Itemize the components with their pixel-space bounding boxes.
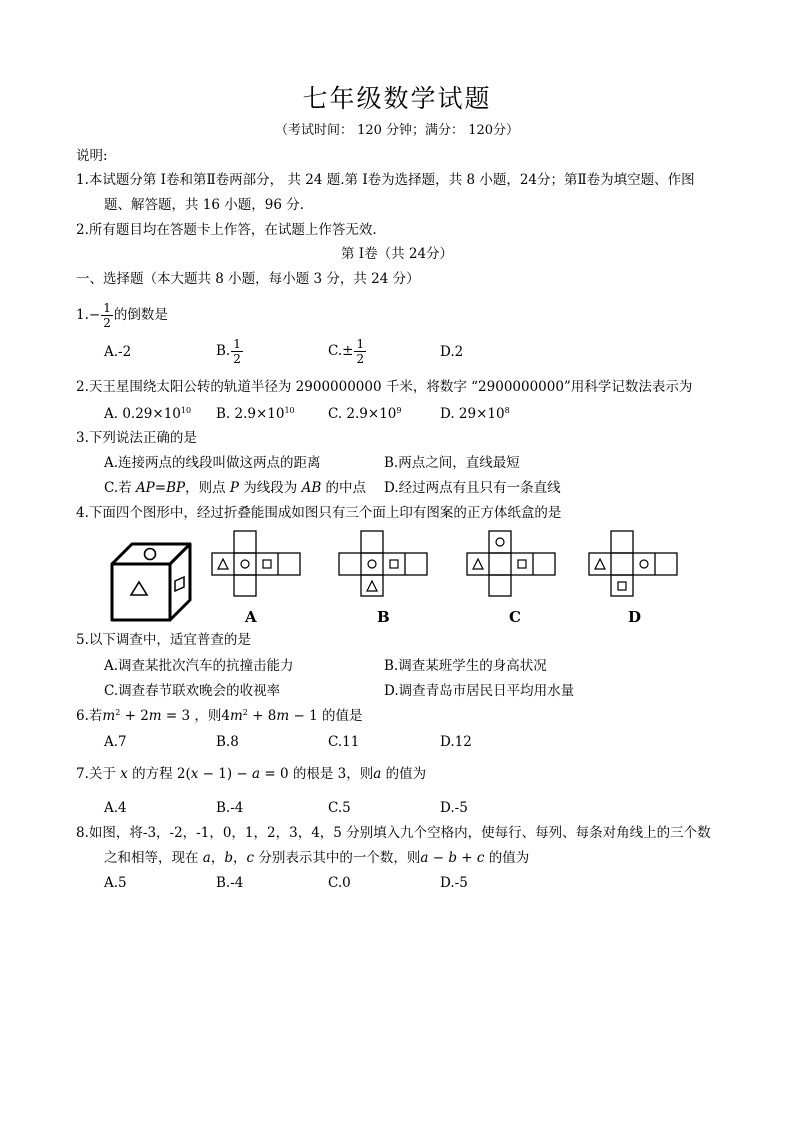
circle-symbol-icon <box>640 560 648 568</box>
cube-figure <box>106 538 196 624</box>
question-3: 3.下列说法正确的是 <box>76 430 197 446</box>
question-1 <box>76 302 168 329</box>
q8-expr-b: b <box>448 850 457 866</box>
q3-c-p: P <box>229 480 239 496</box>
q8-expr-a: a <box>420 850 429 866</box>
part1-heading: 第 I卷（共 24分） <box>340 246 454 262</box>
q7-pre: 7.关于 <box>76 766 121 782</box>
q2-a-exponent: 10 <box>180 406 192 415</box>
q1-denominator: 2 <box>103 316 111 330</box>
net-a-label[interactable]: A <box>245 608 257 626</box>
q8-option-b[interactable]: B.-4 <box>216 875 244 891</box>
q2-d-exponent: 8 <box>504 406 510 415</box>
q6-end: 的值是 <box>317 708 363 724</box>
q1-c-numerator: 1 <box>356 337 365 351</box>
q6-e1: 2 <box>115 708 121 717</box>
note-2: 2.所有题目均在答题卡上作答，在试题上作答无效. <box>76 222 377 238</box>
q6-option-b[interactable]: B.8 <box>216 734 239 750</box>
q6-mid2: = 3 ，则 <box>161 708 222 724</box>
q6-m2: m <box>148 708 162 724</box>
q7-x: x <box>120 766 128 782</box>
q1-b-prefix: B. <box>216 343 231 359</box>
q2-a-base: A. 0.29×10 <box>104 406 181 422</box>
q6-c4: 4 <box>221 708 230 724</box>
section-heading: 一、选择题（本大题共 8 小题，每小题 3 分，共 24 分） <box>76 271 420 287</box>
q6-option-d[interactable]: D.12 <box>440 734 472 750</box>
q1-option-b[interactable] <box>216 338 244 365</box>
q2-b-base: B. 2.9×10 <box>216 406 285 422</box>
question-7 <box>76 768 426 782</box>
net-a <box>211 530 301 596</box>
q1-numerator: 1 <box>103 301 111 315</box>
q1-option-c[interactable] <box>328 338 367 365</box>
question-5: 5.以下调查中，适宜普查的是 <box>76 632 251 648</box>
q1-b-denominator: 2 <box>233 352 241 366</box>
q8-option-d[interactable]: D.-5 <box>440 875 468 891</box>
q3-option-a[interactable]: A.连接两点的线段叫做这两点的距离 <box>104 455 321 471</box>
q2-option-c[interactable] <box>328 408 401 422</box>
q1-minus: − <box>88 307 101 323</box>
square-symbol-icon <box>518 560 526 568</box>
q7-a-var2: a <box>373 766 382 782</box>
triangle-symbol-icon <box>131 582 147 595</box>
square-symbol-icon <box>618 582 626 590</box>
triangle-symbol-icon <box>473 559 483 569</box>
q2-d-base: D. 29×10 <box>440 406 505 422</box>
notes-heading: 说明: <box>76 148 108 164</box>
q3-option-b[interactable]: B.两点之间，直线最短 <box>384 455 520 471</box>
q2-c-base: C. 2.9×10 <box>328 406 397 422</box>
question-4: 4.下面四个图形中，经过折叠能围成如图只有三个面上印有图案的正方体纸盒的是 <box>76 505 562 521</box>
q6-option-a[interactable]: A.7 <box>104 734 127 750</box>
q8-sep2: ， <box>233 850 247 866</box>
q2-b-exponent: 10 <box>284 406 295 415</box>
q7-mid: 的方程 2( <box>127 766 191 782</box>
q1-c-prefix: C.± <box>328 343 354 359</box>
q3-option-c[interactable] <box>104 482 366 496</box>
circle-symbol-icon <box>368 560 376 568</box>
q5-option-a[interactable]: A.调查某批次汽车的抗撞击能力 <box>104 658 294 674</box>
q3-c-pre: C.若 <box>104 480 136 496</box>
square-symbol-icon <box>263 560 271 568</box>
circle-symbol-icon <box>496 538 504 546</box>
q1-c-denominator: 2 <box>356 352 365 366</box>
net-c-label[interactable]: C <box>509 608 521 626</box>
q1-option-d[interactable]: D.2 <box>440 344 464 360</box>
q2-option-a[interactable] <box>104 408 191 422</box>
q5-option-b[interactable]: B.调查某班学生的身高状况 <box>384 658 547 674</box>
q6-mid3: + 8 <box>247 708 277 724</box>
q7-a-var: a <box>252 766 261 782</box>
q6-mid4: − 1 <box>289 708 318 724</box>
cube-front-face <box>112 564 170 620</box>
cube-right-face <box>170 544 190 620</box>
q3-c-eq: AP=BP <box>135 480 186 496</box>
q1-fraction <box>101 302 113 329</box>
square-symbol-icon <box>175 577 184 591</box>
net-d <box>588 530 678 596</box>
question-2: 2.天王星围绕太阳公转的轨道半径为 2900000000 千米，将数字 “2900000000”用科学记数法表示为 <box>76 379 693 395</box>
square-symbol-icon <box>390 560 398 568</box>
q7-end: 的值为 <box>381 766 427 782</box>
question-6 <box>76 710 362 724</box>
q6-mid1: + 2 <box>120 708 149 724</box>
q6-m3: m <box>229 708 243 724</box>
net-c <box>466 530 556 596</box>
q7-x2: x <box>190 766 199 782</box>
circle-symbol-icon <box>145 549 156 560</box>
circle-symbol-icon <box>241 560 249 568</box>
net-b-label[interactable]: B <box>377 608 390 626</box>
q3-c-ab: AB <box>301 480 322 496</box>
note-1-line-1: 1.本试题分第 I卷和第Ⅱ卷两部分， 共 24 题.第 I卷为选择题，共 8 小题，24分；第Ⅱ卷为填空题、作图 <box>76 172 695 188</box>
triangle-symbol-icon <box>595 559 605 569</box>
q8-l2-pre: 之和相等，现在 <box>104 850 203 866</box>
triangle-symbol-icon <box>367 581 377 591</box>
q8-expr-minus: − <box>428 850 449 866</box>
q5-option-d[interactable]: D.调查青岛市居民日平均用水量 <box>384 683 575 699</box>
q3-c-end: 的中点 <box>321 480 367 496</box>
q1-b-numerator: 1 <box>233 337 241 351</box>
q3-c-mid: ，则点 <box>185 480 230 496</box>
q6-pre: 6.若 <box>76 708 103 724</box>
question-8-line-2 <box>104 852 529 866</box>
net-b <box>338 530 428 596</box>
triangle-symbol-icon <box>218 559 228 569</box>
q8-var-a: a <box>202 850 211 866</box>
q8-l2-mid: 分别表示其中的一个数，则 <box>254 850 421 866</box>
page-title: 七年级数学试题 <box>302 84 492 113</box>
question-8-line-1: 8.如图，将-3，-2，-1，0，1，2，3，4，5 分别填入九个空格内，使每行、每列、每条对角线上的三个数 <box>76 825 711 841</box>
q6-e2: 2 <box>242 708 248 717</box>
q6-option-c[interactable]: C.11 <box>328 734 360 750</box>
q2-option-b[interactable] <box>216 408 295 422</box>
q1-option-a[interactable]: A.-2 <box>104 344 132 360</box>
q8-option-c[interactable]: C.0 <box>328 875 351 891</box>
q1-suffix: 的倒数是 <box>113 307 168 323</box>
q6-m4: m <box>276 708 290 724</box>
q8-option-a[interactable]: A.5 <box>104 875 127 891</box>
net-d-label[interactable]: D <box>628 608 642 626</box>
q8-var-b: b <box>224 850 234 866</box>
q7-option-a[interactable]: A.4 <box>104 800 127 816</box>
q7-mid3: = 0 的根是 3，则 <box>260 766 374 782</box>
q7-option-d[interactable]: D.-5 <box>440 800 468 816</box>
q8-l2-end: 的值为 <box>484 850 530 866</box>
q8-expr-plus: + <box>457 850 477 866</box>
q2-option-d[interactable] <box>440 408 510 422</box>
q8-sep1: ， <box>210 850 225 866</box>
q1-prefix: 1. <box>76 307 89 323</box>
q1-b-fraction <box>231 338 243 365</box>
q3-option-d[interactable]: D.经过两点有且只有一条直线 <box>384 480 561 496</box>
q7-option-b[interactable]: B.-4 <box>216 800 244 816</box>
q8-expr-c: c <box>476 850 485 866</box>
q6-m1: m <box>102 708 116 724</box>
q7-mid2: − 1) − <box>198 766 253 782</box>
q2-c-exponent: 9 <box>396 406 402 415</box>
q3-c-mid2: 为线段为 <box>238 480 302 496</box>
q7-option-c[interactable]: C.5 <box>328 800 351 816</box>
note-1-line-2: 题、解答题，共 16 小题，96 分. <box>104 197 305 213</box>
q5-option-c[interactable]: C.调查春节联欢晚会的收视率 <box>104 683 281 699</box>
exam-info: （考试时间： 120 分钟；满分： 120分） <box>274 123 520 138</box>
q8-var-c: c <box>246 850 255 866</box>
q1-c-fraction <box>354 338 366 365</box>
